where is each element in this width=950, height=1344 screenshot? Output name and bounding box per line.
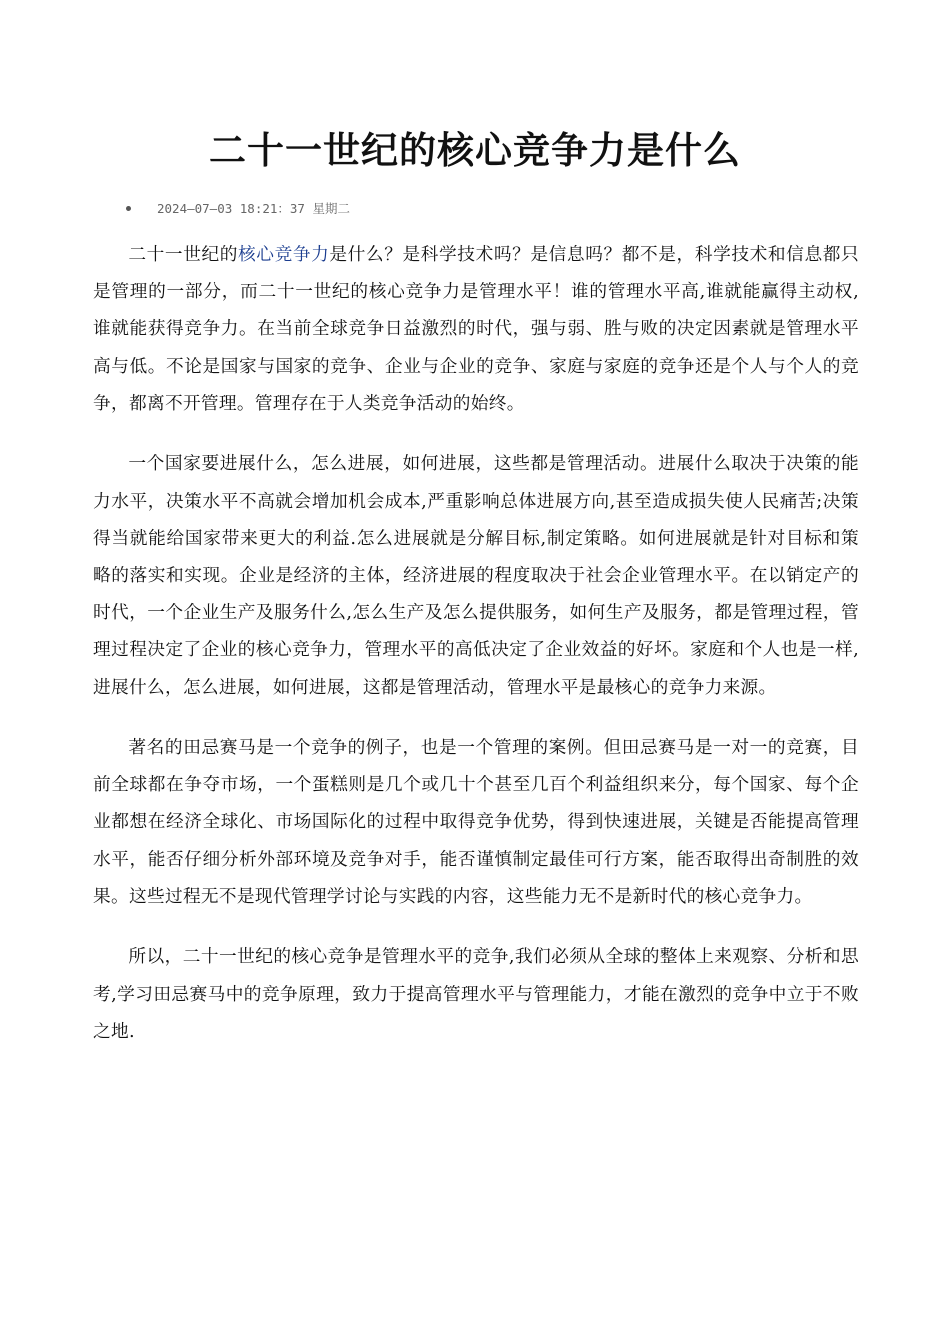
paragraph-1-lead: 二十一世纪的 xyxy=(128,245,239,265)
paragraph-1 xyxy=(93,237,859,423)
article-meta xyxy=(126,197,350,219)
publish-datetime: 2024—07—03 18:21：37 星期二 xyxy=(157,201,350,216)
paragraph-1-text: 是什么？是科学技术吗？是信息吗？都不是，科学技术和信息都只是管理的一部分，而二十一世纪的核心竞争力是管理水平！谁的管理水平高,谁就能赢得主动权,谁就能获得竞争力。在当前全球竞争日益激烈的时代，强与弱、胜与败的决定因素就是管理水平高与低。不论是国家与国家的竞争、企业与企业的竞争、家庭与家庭的竞争还是个人与个人的竞争，都离不开管理。管理存在于人类竞争活动的始终。 xyxy=(93,245,859,414)
paragraph-3: 著名的田忌赛马是一个竞争的例子，也是一个管理的案例。但田忌赛马是一对一的竞赛，目前全球都在争夺市场，一个蛋糕则是几个或几十个甚至几百个利益组织来分，每个国家、每个企业都想在经济全球化、市场国际化的过程中取得竞争优势，得到快速进展，关键是否能提高管理水平，能否仔细分析外部环境及竞争对手，能否谨慎制定最佳可行方案，能否取得出奇制胜的效果。这些过程无不是现代管理学讨论与实践的内容，这些能力无不是新时代的核心竞争力。 xyxy=(93,738,859,907)
article-body xyxy=(93,237,859,1074)
bullet-icon xyxy=(126,206,131,211)
article-title: 二十一世纪的核心竞争力是什么 xyxy=(209,128,741,172)
paragraph-2: 一个国家要进展什么，怎么进展，如何进展，这些都是管理活动。进展什么取决于决策的能力水平，决策水平不高就会增加机会成本,严重影响总体进展方向,甚至造成损失使人民痛苦;决策得当就能给国家带来更大的利益.怎么进展就是分解目标,制定策略。如何进展就是针对目标和策略的落实和实现。企业是经济的主体，经济进展的程度取决于社会企业管理水平。在以销定产的时代，一个企业生产及服务什么,怎么生产及怎么提供服务，如何生产及服务，都是管理过程，管理过程决定了企业的核心竞争力，管理水平的高低决定了企业效益的好坏。家庭和个人也是一样,进展什么，怎么进展，如何进展，这都是管理活动，管理水平是最核心的竞争力来源。 xyxy=(93,454,859,698)
core-competitiveness-link[interactable]: 核心竞争力 xyxy=(238,245,330,265)
paragraph-4: 所以，二十一世纪的核心竞争是管理水平的竞争,我们必须从全球的整体上来观察、分析和思考,学习田忌赛马中的竞争原理，致力于提高管理水平与管理能力，才能在激烈的竞争中立于不败之地. xyxy=(93,947,859,1042)
